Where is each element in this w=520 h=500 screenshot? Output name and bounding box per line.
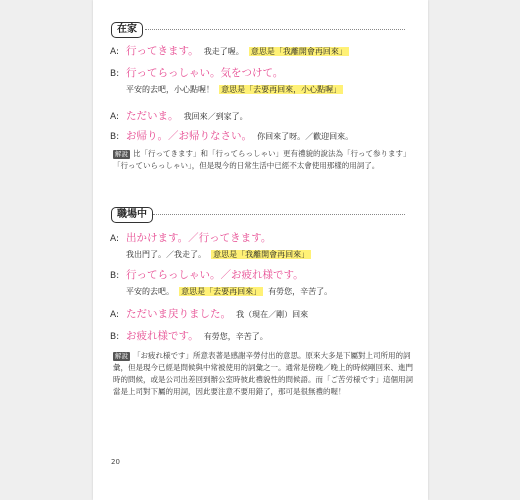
speaker-label: A:	[110, 234, 120, 244]
speaker-label: B:	[110, 132, 120, 142]
note-tag: 解說	[115, 352, 128, 360]
note-tag: 解說	[115, 150, 128, 158]
dialogue-translation	[126, 80, 343, 97]
meaning-highlight: 意思是「我離開會再回來」	[250, 47, 347, 56]
dialogue-line	[110, 327, 268, 344]
speaker-label: A:	[110, 112, 120, 122]
dialogue-line	[110, 229, 271, 246]
note-text: 「お疲れ様です」所意表著是感謝辛勞付出的意思。原來大多是下屬對上司所用的詞彙，但是現今已經是問候與中常被使用的詞彙之一。通常是傍晚／晚上的時候剛回來、進門時的問候，或是公司出差回到辦公室時彼此禮貌性的問候語。而「ご苦労様です」這個用詞當是上司對下屬的用詞，因此要注意不要用錯了，那可是很無禮的喔！	[113, 351, 413, 396]
speaker-label: B:	[110, 332, 120, 342]
japanese-phrase: 行ってらっしゃい。／お疲れ様です。	[126, 269, 304, 281]
section-divider	[145, 29, 405, 30]
speaker-label: A:	[110, 47, 120, 57]
speaker-label: B:	[110, 271, 120, 281]
translation-secondary: 有勞您，辛苦了。	[268, 287, 333, 296]
dialogue-line	[110, 266, 304, 283]
speaker-label: B:	[110, 69, 120, 79]
meaning-highlight: 意思是「我離開會再回來」	[213, 250, 310, 259]
translation: 你回來了呀。／歡迎回來。	[257, 132, 354, 141]
explanation-note	[113, 148, 413, 172]
dialogue-line	[110, 127, 353, 144]
section-divider	[153, 214, 405, 215]
japanese-phrase: 出かけます。／行ってきます。	[126, 232, 272, 244]
japanese-phrase: ただいま。	[126, 110, 179, 122]
translation: 我回來／到家了。	[183, 112, 248, 121]
translation: 我出門了。／我走了。	[126, 250, 206, 259]
translation: 平安的去吧，小心點喔！	[126, 85, 214, 94]
explanation-note	[113, 350, 413, 398]
page-number: 20	[111, 458, 120, 466]
dialogue-line	[110, 305, 308, 322]
section-title-workplace: 職場中	[111, 207, 153, 223]
japanese-phrase: 行ってらっしゃい。気をつけて。	[126, 67, 284, 79]
section-title-home: 在家	[111, 22, 143, 38]
japanese-phrase: 行ってきます。	[126, 45, 199, 57]
dialogue-line	[110, 64, 283, 81]
meaning-highlight: 意思是「去要再回來，小心點喔」	[221, 85, 342, 94]
translation: 平安的去吧。	[126, 287, 174, 296]
japanese-phrase: ただいま戻りました。	[126, 308, 231, 320]
meaning-highlight: 意思是「去要再回來」	[181, 287, 262, 296]
dialogue-translation	[126, 245, 311, 262]
translation: 有勞您，辛苦了。	[203, 332, 268, 341]
speaker-label: A:	[110, 310, 120, 320]
translation: 我（現在／剛）回來	[236, 310, 309, 319]
japanese-phrase: お疲れ様です。	[126, 330, 199, 342]
japanese-phrase: お帰り。／お帰りなさい。	[126, 130, 252, 142]
dialogue-translation	[126, 282, 332, 299]
dialogue-line	[110, 107, 248, 124]
dialogue-line	[110, 42, 349, 59]
translation: 我走了喔。	[203, 47, 244, 56]
note-text: 比「行ってきます」和「行ってらっしゃい」更有禮貌的說法為「行って参ります」「行っていらっしゃい」，但是現今的日常生活中已經不太會使用那樣的用詞了。	[113, 149, 411, 170]
